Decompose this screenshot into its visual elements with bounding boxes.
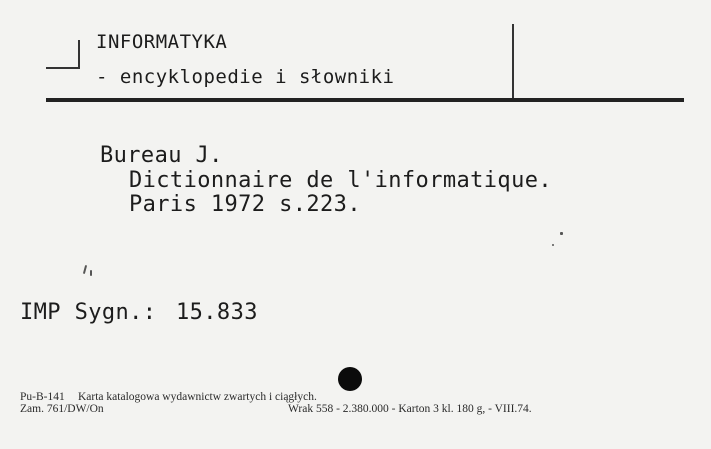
entry-author: Bureau J. bbox=[100, 143, 223, 168]
footer-print-details: Wrak 558 - 2.380.000 - Karton 3 kl. 180 g, - VIII.74. bbox=[288, 403, 532, 415]
corner-mark-vertical bbox=[78, 40, 80, 68]
category-heading: INFORMATYKA bbox=[96, 31, 228, 53]
footer-code: Pu-B-141 bbox=[20, 391, 65, 403]
speck-mark bbox=[552, 244, 554, 246]
footer-order: Zam. 761/DW/On bbox=[20, 403, 104, 415]
speck-mark bbox=[560, 232, 563, 235]
signature-value: 15.833 bbox=[176, 300, 258, 325]
punch-hole bbox=[338, 367, 362, 391]
corner-mark-horizontal bbox=[46, 67, 80, 69]
footer-card-type: Karta katalogowa wydawnictw zwartych i ciągłych. bbox=[78, 391, 317, 403]
header-rule bbox=[46, 98, 684, 102]
header-divider-vertical bbox=[512, 24, 514, 98]
speck-mark bbox=[90, 270, 92, 276]
speck-mark bbox=[83, 265, 87, 274]
signature-label: IMP Sygn.: bbox=[20, 300, 157, 325]
entry-imprint: Paris 1972 s.223. bbox=[129, 192, 361, 217]
entry-title: Dictionnaire de l'informatique. bbox=[129, 168, 552, 193]
category-subheading: - encyklopedie i słowniki bbox=[96, 66, 395, 88]
